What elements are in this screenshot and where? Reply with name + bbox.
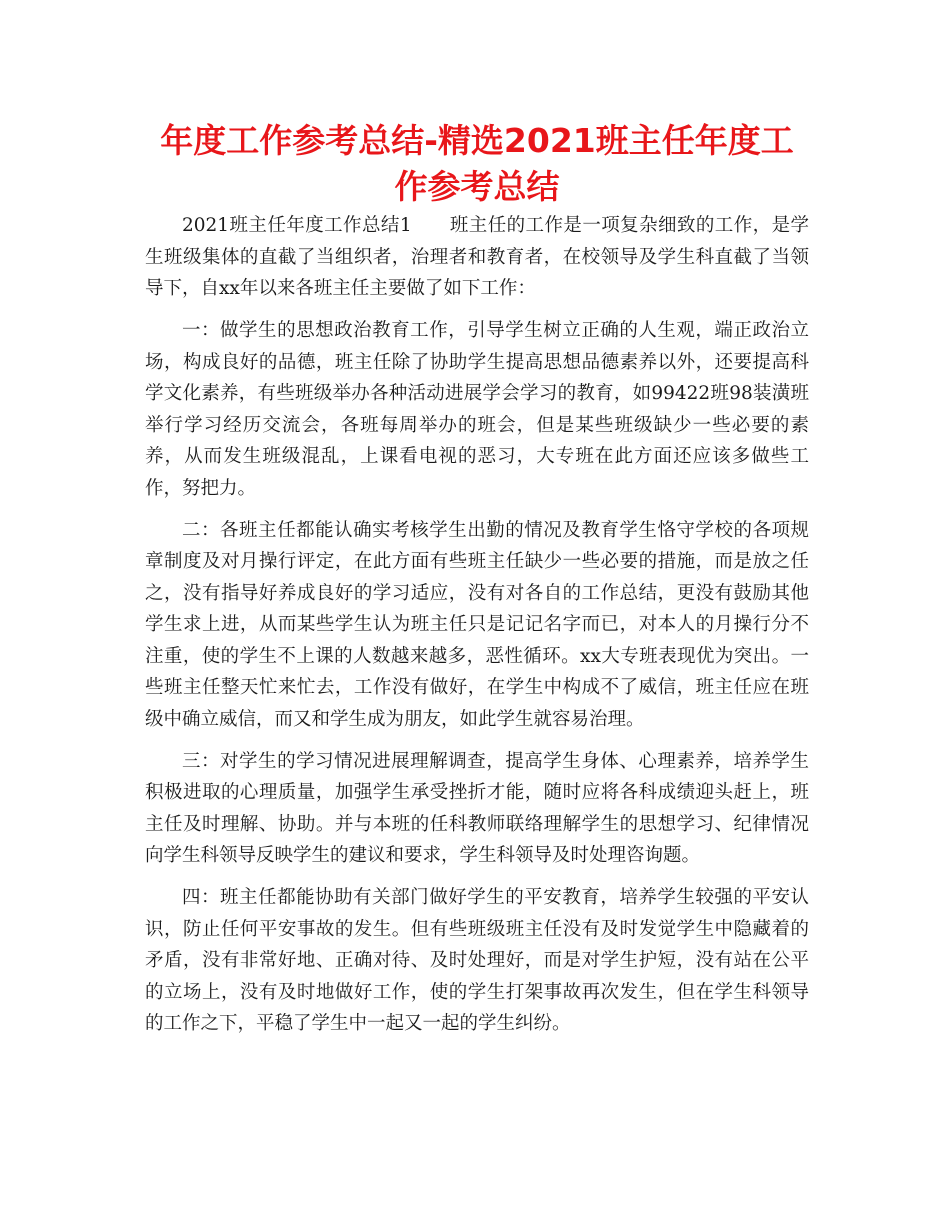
paragraph-three: 三：对学生的学习情况进展理解调查，提高学生身体、心理素养，培养学生积极进取的心理质量，加强学生承受挫折才能，随时应将各科成绩迎头赶上，班主任及时理解、协助。并与本班的任科教师联络理解学生的思想学习、纪律情况向学生科领导反映学生的建议和要求，学生科领导及时处理咨询题。 <box>145 750 809 866</box>
paragraph-one: 一：做学生的思想政治教育工作，引导学生树立正确的人生观，端正政治立场，构成良好的品德，班主任除了协助学生提高思想品德素养以外，还要提高科学文化素养，有些班级举办各种活动进展学会学习的教育，如99422班98装潢班举行学习经历交流会，各班每周举办的班会，但是某些班级缺少一些必要的素养，从而发生班级混乱，上课看电视的恶习，大专班在此方面还应该多做些工作，努把力。 <box>145 320 809 499</box>
paragraph-intro: 2021班主任年度工作总结1 班主任的工作是一项复杂细致的工作，是学生班级集体的直截了当组织者，治理者和教育者，在校领导及学生科直截了当领导下，自xx年以来各班主任主要做了如下工作： <box>145 215 809 299</box>
paragraph-four: 四：班主任都能协助有关部门做好学生的平安教育，培养学生较强的平安认识，防止任何平安事故的发生。但有些班级班主任没有及时发觉学生中隐藏着的矛盾，没有非常好地、正确对待、及时处理好，而是对学生护短，没有站在公平的立场上，没有及时地做好工作，使的学生打架事故再次发生，但在学生科领导的工作之下，平稳了学生中一起又一起的学生纠纷。 <box>145 887 809 1034</box>
document-page <box>145 118 809 1040</box>
document-title: 年度工作参考总结-精选2021班主任年度工作参考总结 <box>160 121 794 206</box>
document-body <box>145 210 809 1040</box>
paragraph-two: 二：各班主任都能认确实考核学生出勤的情况及教育学生恪守学校的各项规章制度及对月操行评定，在此方面有些班主任缺少一些必要的措施，而是放之任之，没有指导好养成良好的学习适应，没有对各自的工作总结，更没有鼓励其他学生求上进，从而某些学生认为班主任只是记记名字而已，对本人的月操行分不注重，使的学生不上课的人数越来越多，恶性循环。xx大专班表现优为突出。一些班主任整天忙来忙去，工作没有做好，在学生中构成不了威信，班主任应在班级中确立威信，而又和学生成为朋友，如此学生就容易治理。 <box>145 519 809 730</box>
